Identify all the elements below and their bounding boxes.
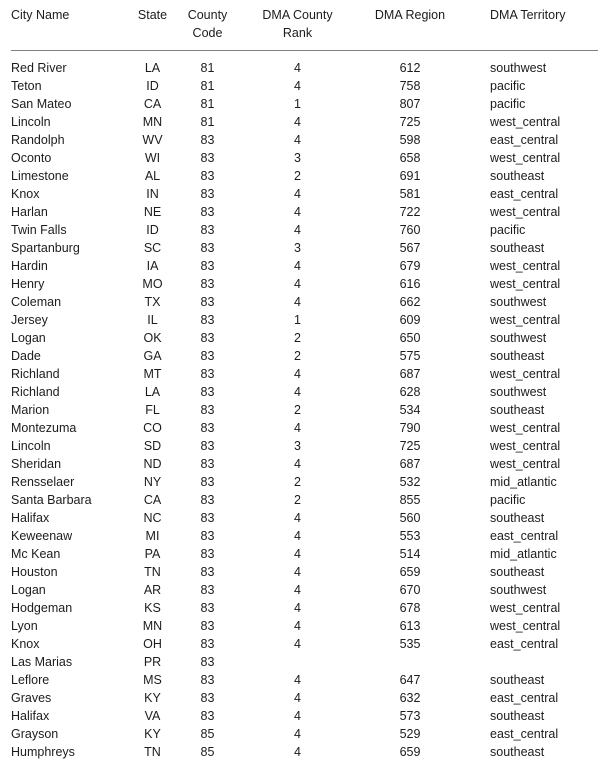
cell-city-name: Grayson: [11, 727, 59, 741]
cell-dma-county-rank: 4: [294, 295, 301, 309]
table-row: [11, 689, 598, 707]
cell-county-code: 83: [200, 385, 215, 399]
cell-state: MS: [143, 673, 162, 687]
cell-dma-county-rank: 4: [294, 511, 301, 525]
cell-dma-county-rank: 4: [294, 421, 301, 435]
cell-dma-region: 598: [399, 133, 421, 147]
cell-county-code: 83: [200, 421, 215, 435]
cell-state: LA: [144, 385, 161, 399]
table-row: [11, 455, 598, 473]
cell-dma-county-rank: 4: [294, 61, 301, 75]
cell-county-code: 83: [200, 313, 215, 327]
cell-dma-county-rank: 4: [294, 619, 301, 633]
table-row: [11, 275, 598, 293]
cell-state: WV: [142, 133, 163, 147]
cell-dma-region: 722: [399, 205, 421, 219]
cell-city-name: Logan: [11, 583, 46, 597]
cell-city-name: Marion: [11, 403, 50, 417]
cell-county-code: 83: [200, 331, 215, 345]
cell-dma-territory: east_central: [490, 529, 559, 543]
table-row: [11, 473, 598, 491]
cell-dma-region: 725: [399, 115, 421, 129]
cell-state: AL: [144, 169, 161, 183]
cell-dma-county-rank: 2: [294, 169, 301, 183]
cell-county-code: 83: [200, 583, 215, 597]
cell-city-name: Lincoln: [11, 115, 51, 129]
cell-state: ID: [146, 79, 159, 93]
cell-dma-county-rank: 4: [294, 259, 301, 273]
cell-state: TX: [144, 295, 161, 309]
cell-dma-region: 662: [399, 295, 421, 309]
cell-state: PA: [144, 547, 161, 561]
cell-dma-region: 575: [399, 349, 421, 363]
cell-city-name: Mc Kean: [11, 547, 61, 561]
cell-dma-county-rank: 4: [294, 529, 301, 543]
cell-city-name: Houston: [11, 565, 58, 579]
cell-dma-territory: southeast: [490, 511, 545, 525]
cell-dma-territory: southeast: [490, 709, 545, 723]
table-row: [11, 653, 598, 671]
cell-county-code: 81: [200, 79, 215, 93]
cell-dma-territory: west_central: [490, 601, 561, 615]
cell-state: GA: [143, 349, 162, 363]
cell-dma-region: 616: [399, 277, 421, 291]
cell-county-code: 83: [200, 241, 215, 255]
cell-dma-region: 534: [399, 403, 421, 417]
table-row: [11, 419, 598, 437]
cell-dma-territory: west_central: [490, 151, 561, 165]
table-row: [11, 239, 598, 257]
cell-city-name: Knox: [11, 187, 40, 201]
cell-state: NC: [143, 511, 162, 525]
cell-dma-county-rank: 4: [294, 565, 301, 579]
table-row: [11, 203, 598, 221]
table-body: [11, 51, 598, 762]
cell-county-code: 83: [200, 187, 215, 201]
cell-city-name: Graves: [11, 691, 52, 705]
cell-dma-county-rank: 4: [294, 223, 301, 237]
cell-dma-region: 628: [399, 385, 421, 399]
cell-dma-territory: east_central: [490, 691, 559, 705]
cell-city-name: Rensselaer: [11, 475, 75, 489]
cell-dma-territory: west_central: [490, 259, 561, 273]
cell-dma-territory: southwest: [490, 295, 547, 309]
cell-county-code: 83: [200, 403, 215, 417]
cell-state: MO: [142, 277, 163, 291]
cell-dma-territory: east_central: [490, 637, 559, 651]
cell-city-name: Richland: [11, 385, 60, 399]
cell-city-name: Las Marias: [11, 655, 73, 669]
cell-dma-territory: pacific: [490, 223, 526, 237]
cell-dma-county-rank: 3: [294, 241, 301, 255]
cell-dma-region: 670: [399, 583, 421, 597]
cell-dma-county-rank: 4: [294, 673, 301, 687]
table-row: [11, 491, 598, 509]
cell-dma-region: 760: [399, 223, 421, 237]
table-row: [11, 311, 598, 329]
cell-county-code: 81: [200, 97, 215, 111]
cell-state: LA: [144, 61, 161, 75]
table-row: [11, 383, 598, 401]
table-row: [11, 51, 598, 78]
cell-county-code: 83: [200, 709, 215, 723]
cell-dma-county-rank: 4: [294, 637, 301, 651]
cell-dma-county-rank: 4: [294, 745, 301, 759]
cell-dma-territory: southeast: [490, 403, 545, 417]
cell-dma-territory: mid_atlantic: [490, 475, 557, 489]
table-row: [11, 113, 598, 131]
table-row: [11, 167, 598, 185]
cell-dma-county-rank: 4: [294, 547, 301, 561]
cell-state: KY: [144, 727, 161, 741]
cell-dma-territory: west_central: [490, 421, 561, 435]
cell-city-name: Lyon: [11, 619, 38, 633]
cell-dma-territory: southeast: [490, 169, 545, 183]
cell-state: CO: [143, 421, 162, 435]
table-row: [11, 563, 598, 581]
table-row: [11, 743, 598, 761]
cell-state: KY: [144, 691, 161, 705]
cell-city-name: Red River: [11, 61, 67, 75]
col-header-county-code: [180, 6, 235, 51]
cell-city-name: Dade: [11, 349, 41, 363]
cell-county-code: 83: [200, 169, 215, 183]
cell-county-code: 83: [200, 511, 215, 525]
cell-state: IA: [146, 259, 159, 273]
table-row: [11, 347, 598, 365]
cell-dma-territory: pacific: [490, 97, 526, 111]
cell-county-code: 83: [200, 673, 215, 687]
cell-dma-region: 612: [399, 61, 421, 75]
cell-dma-territory: [460, 653, 598, 671]
table-row: [11, 635, 598, 653]
cell-dma-county-rank: 4: [294, 205, 301, 219]
table-row: [11, 77, 598, 95]
cell-city-name: Knox: [11, 637, 40, 651]
cell-dma-territory: west_central: [490, 439, 561, 453]
cell-city-name: Coleman: [11, 295, 62, 309]
cell-dma-region: 725: [399, 439, 421, 453]
cell-dma-county-rank: 2: [294, 331, 301, 345]
cell-state: TN: [144, 565, 161, 579]
table-row: [11, 671, 598, 689]
dma-county-table: [11, 6, 598, 761]
cell-county-code: 83: [200, 205, 215, 219]
cell-state: IN: [146, 187, 159, 201]
cell-county-code: 83: [200, 367, 215, 381]
cell-dma-region: 855: [399, 493, 421, 507]
cell-state: MN: [142, 115, 163, 129]
table-row: [11, 599, 598, 617]
cell-dma-territory: southwest: [490, 61, 547, 75]
cell-dma-county-rank: 4: [294, 385, 301, 399]
cell-city-name: Halifax: [11, 511, 50, 525]
cell-city-name: Oconto: [11, 151, 52, 165]
cell-county-code: 83: [200, 277, 215, 291]
cell-dma-county-rank: 1: [294, 97, 301, 111]
cell-dma-territory: west_central: [490, 619, 561, 633]
cell-dma-region: 535: [399, 637, 421, 651]
col-header-city-name: [11, 6, 125, 51]
cell-city-name: Limestone: [11, 169, 69, 183]
cell-dma-territory: east_central: [490, 187, 559, 201]
cell-city-name: Lincoln: [11, 439, 51, 453]
cell-dma-region: 647: [399, 673, 421, 687]
cell-dma-territory: southwest: [490, 583, 547, 597]
cell-county-code: 81: [200, 61, 215, 75]
cell-dma-county-rank: 3: [294, 151, 301, 165]
cell-dma-region: 807: [399, 97, 421, 111]
table-row: [11, 437, 598, 455]
col-header-state-label: State: [137, 8, 168, 22]
table-row: [11, 95, 598, 113]
col-header-state: [125, 6, 180, 51]
col-header-dma-territory: [460, 6, 598, 51]
cell-dma-region: 529: [399, 727, 421, 741]
cell-dma-region: 691: [399, 169, 421, 183]
cell-dma-county-rank: 3: [294, 439, 301, 453]
table-row: [11, 545, 598, 563]
cell-county-code: 85: [200, 727, 215, 741]
cell-city-name: Sheridan: [11, 457, 62, 471]
cell-state: CA: [143, 97, 162, 111]
cell-dma-county-rank: 4: [294, 115, 301, 129]
cell-county-code: 83: [200, 637, 215, 651]
col-header-dma-territory-label: DMA Territory: [490, 8, 566, 22]
table-row: [11, 707, 598, 725]
cell-dma-region: 679: [399, 259, 421, 273]
cell-dma-county-rank: 4: [294, 601, 301, 615]
cell-dma-territory: west_central: [490, 313, 561, 327]
cell-county-code: 83: [200, 619, 215, 633]
cell-city-name: Hodgeman: [11, 601, 73, 615]
cell-county-code: 83: [200, 601, 215, 615]
cell-county-code: 83: [200, 223, 215, 237]
cell-dma-county-rank: 2: [294, 493, 301, 507]
cell-dma-region: 553: [399, 529, 421, 543]
cell-county-code: 83: [200, 295, 215, 309]
cell-dma-territory: mid_atlantic: [490, 547, 557, 561]
cell-dma-region: 678: [399, 601, 421, 615]
cell-dma-region: 573: [399, 709, 421, 723]
cell-dma-territory: west_central: [490, 367, 561, 381]
cell-state: AR: [143, 583, 162, 597]
cell-dma-territory: east_central: [490, 133, 559, 147]
cell-dma-territory: west_central: [490, 277, 561, 291]
cell-city-name: Hardin: [11, 259, 48, 273]
cell-city-name: Richland: [11, 367, 60, 381]
cell-county-code: 83: [200, 691, 215, 705]
table-row: [11, 617, 598, 635]
cell-dma-territory: southwest: [490, 385, 547, 399]
cell-state: FL: [145, 403, 160, 417]
cell-dma-county-rank: [235, 653, 360, 671]
cell-state: IL: [147, 313, 158, 327]
cell-dma-county-rank: 1: [294, 313, 301, 327]
cell-city-name: Twin Falls: [11, 223, 67, 237]
cell-state: KS: [144, 601, 161, 615]
cell-dma-region: 609: [399, 313, 421, 327]
cell-dma-territory: east_central: [490, 727, 559, 741]
cell-dma-region: 687: [399, 457, 421, 471]
cell-city-name: San Mateo: [11, 97, 72, 111]
cell-dma-territory: southwest: [490, 331, 547, 345]
cell-state: MT: [143, 367, 162, 381]
cell-state: NE: [143, 205, 162, 219]
cell-dma-county-rank: 4: [294, 187, 301, 201]
cell-dma-region: 567: [399, 241, 421, 255]
table-row: [11, 257, 598, 275]
cell-county-code: 83: [200, 439, 215, 453]
cell-dma-county-rank: 4: [294, 133, 301, 147]
table-row: [11, 293, 598, 311]
cell-dma-region: 632: [399, 691, 421, 705]
cell-dma-territory: southeast: [490, 673, 545, 687]
table-row: [11, 581, 598, 599]
cell-dma-region: 532: [399, 475, 421, 489]
cell-state: OH: [143, 637, 162, 651]
cell-dma-region: 581: [399, 187, 421, 201]
cell-county-code: 83: [200, 565, 215, 579]
cell-county-code: 83: [200, 151, 215, 165]
cell-state: ID: [146, 223, 159, 237]
cell-county-code: 83: [200, 349, 215, 363]
cell-city-name: Logan: [11, 331, 46, 345]
table-row: [11, 401, 598, 419]
cell-dma-region: 659: [399, 565, 421, 579]
cell-city-name: Keweenaw: [11, 529, 73, 543]
cell-dma-territory: west_central: [490, 115, 561, 129]
cell-city-name: Jersey: [11, 313, 48, 327]
cell-city-name: Henry: [11, 277, 45, 291]
cell-dma-region: 514: [399, 547, 421, 561]
cell-city-name: Leflore: [11, 673, 50, 687]
col-header-city-name-label: City Name: [11, 8, 70, 22]
cell-dma-county-rank: 4: [294, 79, 301, 93]
table-row: [11, 185, 598, 203]
col-header-dma-region-label: DMA Region: [374, 8, 446, 22]
cell-dma-territory: west_central: [490, 205, 561, 219]
cell-city-name: Santa Barbara: [11, 493, 92, 507]
cell-dma-county-rank: 2: [294, 475, 301, 489]
cell-dma-county-rank: 4: [294, 367, 301, 381]
cell-dma-territory: southeast: [490, 241, 545, 255]
cell-dma-county-rank: 2: [294, 349, 301, 363]
cell-dma-county-rank: 4: [294, 277, 301, 291]
cell-state: TN: [144, 745, 161, 759]
cell-dma-territory: pacific: [490, 493, 526, 507]
table-row: [11, 149, 598, 167]
cell-county-code: 83: [200, 529, 215, 543]
cell-state: WI: [144, 151, 161, 165]
table-row: [11, 527, 598, 545]
cell-state: ND: [143, 457, 162, 471]
cell-dma-region: [360, 653, 460, 671]
cell-dma-county-rank: 4: [294, 691, 301, 705]
table-row: [11, 221, 598, 239]
cell-state: MI: [145, 529, 160, 543]
col-header-county-code-label-line2: Code: [192, 26, 223, 40]
cell-dma-region: 650: [399, 331, 421, 345]
cell-county-code: 83: [200, 493, 215, 507]
table-row: [11, 509, 598, 527]
cell-dma-region: 658: [399, 151, 421, 165]
cell-state: PR: [143, 655, 162, 669]
table-row: [11, 725, 598, 743]
cell-dma-territory: southeast: [490, 349, 545, 363]
cell-dma-county-rank: 2: [294, 403, 301, 417]
cell-city-name: Spartanburg: [11, 241, 80, 255]
cell-state: CA: [143, 493, 162, 507]
cell-state: SC: [143, 241, 162, 255]
cell-state: VA: [144, 709, 161, 723]
table-row: [11, 365, 598, 383]
col-header-dma-county-rank-label-line2: Rank: [282, 26, 313, 40]
table-row: [11, 131, 598, 149]
col-header-county-code-label-line1: County: [187, 8, 228, 22]
cell-dma-county-rank: 4: [294, 457, 301, 471]
cell-city-name: Teton: [11, 79, 42, 93]
cell-dma-region: 790: [399, 421, 421, 435]
cell-dma-territory: pacific: [490, 79, 526, 93]
cell-county-code: 83: [200, 655, 215, 669]
table-header: [11, 6, 598, 51]
cell-city-name: Humphreys: [11, 745, 75, 759]
cell-dma-county-rank: 4: [294, 709, 301, 723]
cell-city-name: Montezuma: [11, 421, 77, 435]
cell-dma-territory: southeast: [490, 745, 545, 759]
cell-county-code: 83: [200, 547, 215, 561]
cell-city-name: Randolph: [11, 133, 65, 147]
cell-dma-region: 560: [399, 511, 421, 525]
cell-county-code: 83: [200, 259, 215, 273]
cell-county-code: 83: [200, 457, 215, 471]
cell-dma-region: 758: [399, 79, 421, 93]
cell-city-name: Harlan: [11, 205, 48, 219]
cell-county-code: 83: [200, 475, 215, 489]
cell-city-name: Halifax: [11, 709, 50, 723]
cell-state: OK: [143, 331, 162, 345]
col-header-dma-county-rank-label-line1: DMA County: [262, 8, 333, 22]
cell-dma-region: 659: [399, 745, 421, 759]
cell-state: NY: [143, 475, 162, 489]
table-row: [11, 329, 598, 347]
cell-dma-county-rank: 4: [294, 583, 301, 597]
col-header-dma-region: [360, 6, 460, 51]
header-row: [11, 6, 598, 51]
cell-dma-county-rank: 4: [294, 727, 301, 741]
col-header-dma-county-rank: [235, 6, 360, 51]
cell-dma-region: 613: [399, 619, 421, 633]
cell-dma-territory: southeast: [490, 565, 545, 579]
cell-county-code: 83: [200, 133, 215, 147]
cell-dma-territory: west_central: [490, 457, 561, 471]
cell-county-code: 85: [200, 745, 215, 759]
cell-state: MN: [142, 619, 163, 633]
cell-dma-region: 687: [399, 367, 421, 381]
cell-state: SD: [143, 439, 162, 453]
cell-county-code: 81: [200, 115, 215, 129]
